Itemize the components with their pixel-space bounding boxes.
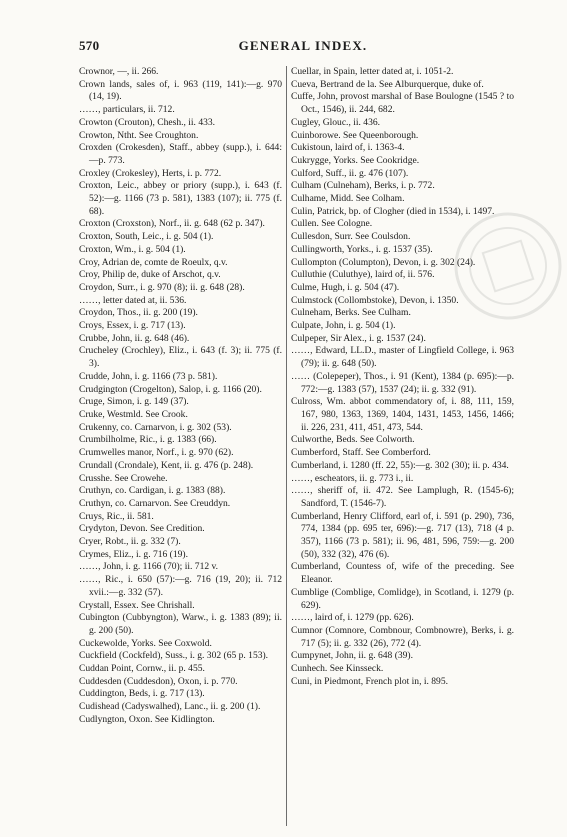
index-entry: Crudde, John, i. g. 1166 (73 p. 581). [79, 370, 218, 382]
index-entry: Culneham, Berks. See Culham. [291, 307, 411, 319]
index-entry: Culmstock (Collombstoke), Devon, i. 1350. [291, 294, 459, 306]
index-entry: Croy, Adrian de, comte de Roeulx, q.v. [79, 256, 228, 268]
index-entry: Cuddan Point, Cornw., ii. p. 455. [79, 663, 205, 675]
index-entry: ……, escheators, ii. g. 773 i., ii. [291, 472, 414, 484]
column-divider [286, 66, 287, 826]
index-entry: Culpeper, Sir Alex., i. g. 1537 (24). [291, 332, 426, 344]
index-entry: Crusshe. See Crowehe. [79, 472, 168, 484]
index-entry: Cuellar, in Spain, letter dated at, i. 1051-2. [291, 66, 454, 77]
index-entry: ……, Edward, LL.D., master of Lingfield College, i. 963 (79); ii. g. 648 (50). [291, 345, 514, 370]
index-entry: ……, Ric., i. 650 (57):—g. 716 (19, 20); ii. 712 xvii.:—g. 332 (57). [79, 574, 282, 598]
index-entry: ……, letter dated at, ii. 536. [79, 294, 187, 306]
index-entry: Cudlyngton, Oxon. See Kidlington. [79, 713, 215, 725]
index-entry: Croys, Essex, i. g. 717 (13). [79, 320, 186, 332]
index-entry: Crydyton, Devon. See Credition. [79, 523, 205, 535]
index-entry: Cruthyn, co. Cardigan, i. g. 1383 (88). [79, 485, 226, 497]
index-entry: Croy, Philip de, duke of Arschot, q.v. [79, 269, 221, 281]
index-entry: ……, John, i. g. 1166 (70); ii. 712 v. [79, 561, 219, 573]
index-entry: Culpate, John, i. g. 504 (1). [291, 320, 396, 332]
index-entry: Cruge, Simon, i. g. 149 (37). [79, 396, 189, 408]
index-entry: Cumberford, Staff. See Comberford. [291, 447, 431, 459]
index-entry: Crystall, Essex. See Chrishall. [79, 599, 195, 611]
index-entry: Culluthie (Culuthye), laird of, ii. 576. [291, 269, 435, 281]
index-column-left [79, 66, 282, 826]
index-entry: Croxton, Wm., i. g. 504 (1). [79, 243, 186, 255]
index-entry: Cumberland, Countess of, wife of the preceding. See Eleanor. [291, 561, 514, 586]
index-entry: Cruys, Ric., ii. 581. [79, 510, 154, 522]
index-entry: Cryer, Robt., ii. g. 332 (7). [79, 536, 181, 548]
index-entry: ……, laird of, i. 1279 (pp. 626). [291, 612, 414, 624]
index-entry: Cumnor (Comnore, Combnour, Combnowre), Berks, i. g. 717 (5); ii. g. 332 (26), 772 (4). [291, 624, 514, 649]
index-column-right [291, 66, 514, 826]
index-entry: Cullingworth, Yorks., i. g. 1537 (35). [291, 243, 433, 255]
index-entry: Crumwelles manor, Norf., i. g. 970 (62). [79, 447, 234, 459]
index-entry: ……, particulars, ii. 712. [79, 104, 175, 116]
index-entry: Cuddington, Beds, i. g. 717 (13). [79, 688, 205, 700]
index-entry: Cuddesden (Cuddesdon), Oxon, i. p. 770. [79, 675, 238, 687]
index-entry: Culhame, Midd. See Colham. [291, 193, 405, 205]
index-entry: Cuni, in Piedmont, French plot in, i. 895. [291, 675, 448, 687]
index-entry: Cruthyn, co. Carnarvon. See Creuddyn. [79, 497, 231, 509]
index-entry: Cukistoun, laird of, i. 1363-4. [291, 142, 405, 154]
index-entry: Crukenny, co. Carnarvon, i. g. 302 (53). [79, 421, 232, 433]
index-entry: Croxton, South, Leic., i. g. 504 (1). [79, 231, 214, 243]
page-header [79, 38, 527, 54]
index-entry: Crown lands, sales of, i. 963 (119, 141):—g. 970 (14, 19). [79, 78, 282, 103]
index-entry: Cullompton (Columpton), Devon, i. g. 302 (24). [291, 256, 476, 268]
index-entry: Cudishead (Cadyswalhed), Lanc., ii. g. 200 (1). [79, 701, 261, 713]
index-entry: Cuckfield (Cockfeld), Suss., i. g. 302 (65 p. 153). [79, 650, 269, 662]
index-entry: Crubbe, John, ii. g. 648 (46). [79, 332, 190, 344]
index-entry: ……, sheriff of, ii. 472. See Lamplugh, R. (1545-6); Sandford, T. (1546-7). [291, 485, 514, 509]
index-entry: Cugley, Glouc., ii. 436. [291, 116, 381, 128]
index-entry: Cuinborowe. See Queenborough. [291, 129, 419, 141]
index-entry: Culham (Culneham), Berks, i. p. 772. [291, 180, 435, 192]
index-entry: Cullen. See Cologne. [291, 218, 373, 230]
index-entry: Culford, Suff., ii. g. 476 (107). [291, 167, 409, 179]
index-entry: Crownor, —, ii. 266. [79, 66, 159, 77]
index-entry: Cruke, Westmld. See Crook. [79, 408, 188, 420]
index-entry: Croxton (Croxston), Norf., ii. g. 648 (62 p. 347). [79, 218, 265, 230]
index-entry: Croxley (Crokesley), Herts, i. p. 772. [79, 167, 222, 179]
index-entry: Crowton, Ntht. See Croughton. [79, 129, 199, 141]
index-entry: Cuckewolde, Yorks. See Coxwold. [79, 637, 212, 649]
index-entry: Crundall (Crondale), Kent, ii. g. 476 (p. 248). [79, 459, 254, 471]
index-entry: Cumblige (Comblige, Comlidge), in Scotland, i. 1279 (p. 629). [291, 586, 514, 611]
index-entry: Croxton, Leic., abbey or priory (supp.), i. 643 (f. 52):—g. 1166 (73 p. 581), 1383 (107); ii. 775 (f. 68). [79, 180, 282, 217]
index-entry: Croxden (Crokesden), Staff., abbey (supp.), i. 644:—p. 773. [79, 142, 282, 166]
index-entry: Cunhech. See Kinsseck. [291, 663, 384, 675]
index-entry: Cumberland, Henry Clifford, earl of, i. 591 (p. 290), 736, 774, 1384 (pp. 695 ter, 696):—g. 717 (13), 718 (4 p. 357), 1166 (73 p. 581); ii. 96, 481, 596, 759:—g. 200 (50), 332 (32), 476 (6). [291, 510, 514, 560]
index-entry: Crucheley (Crochley), Eliz., i. 643 (f. 3); ii. 775 (f. 3). [79, 345, 282, 370]
index-entry: …… (Colepeper), Thos., i. 91 (Kent), 1384 (p. 695):—p. 772:—g. 1383 (57), 1537 (24); ii. g. 332 (91). [291, 370, 514, 395]
index-entry: Crumbilholme, Ric., i. g. 1383 (66). [79, 434, 217, 446]
index-entry: Culme, Hugh, i. g. 504 (47). [291, 281, 400, 293]
index-entry: Culross, Wm. abbot commendatory of, i. 88, 111, 159, 167, 980, 1363, 1369, 1404, 1431, 1453, 1456, 1466; ii. 226, 231, 411, 451, 473, 544. [291, 396, 514, 433]
index-entry: Cumpynet, John, ii. g. 648 (39). [291, 650, 413, 662]
index-entry: Cullesdon, Surr. See Coulsdon. [291, 231, 411, 243]
index-entry: Cuffe, John, provost marshal of Base Boulogne (1545 ? to Oct., 1546), ii. 244, 682. [291, 91, 514, 116]
index-entry: Croydon, Surr., i. g. 970 (8); ii. g. 648 (28). [79, 281, 245, 293]
page-title: GENERAL INDEX. [238, 38, 368, 53]
index-entry: Culworthe, Beds. See Colworth. [291, 434, 415, 446]
index-entry: Cubington (Cubbyngton), Warw., i. g. 1383 (89); ii. g. 200 (50). [79, 612, 282, 636]
index-entry: Cukrygge, Yorks. See Cookridge. [291, 154, 420, 166]
index-entry: Crowton (Crouton), Chesh., ii. 433. [79, 116, 216, 128]
index-entry: Culin, Patrick, bp. of Clogher (died in 1534), i. 1497. [291, 205, 495, 217]
index-entry: Croydon, Thos., ii. g. 200 (19). [79, 307, 198, 319]
index-entry: Crudgington (Crogelton), Salop, i. g. 1166 (20). [79, 383, 262, 395]
index-entry: Cueva, Bertrand de la. See Alburquerque, duke of. [291, 78, 484, 90]
index-entry: Cumberland, i. 1280 (ff. 22, 55):—g. 302 (30); ii. p. 434. [291, 459, 509, 471]
index-entry: Crymes, Eliz., i. g. 716 (19). [79, 548, 188, 560]
page-number: 570 [79, 38, 100, 53]
